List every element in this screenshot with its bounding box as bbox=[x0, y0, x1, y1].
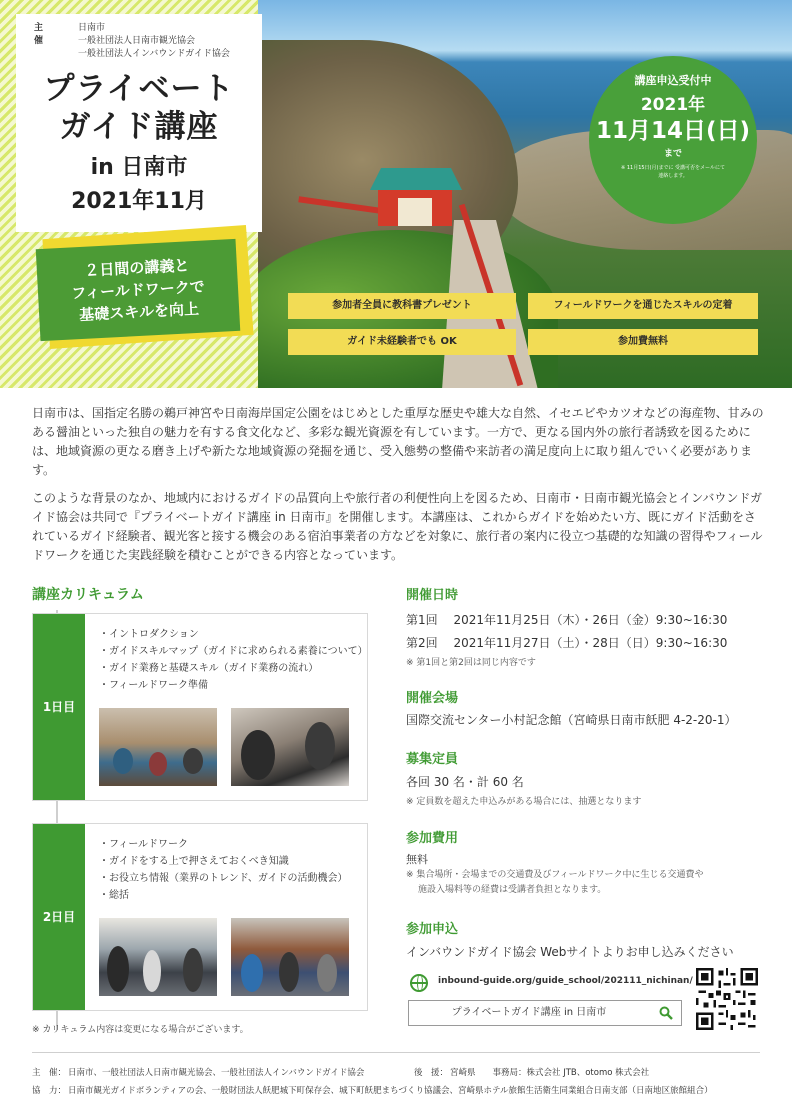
deadline-note: ※ 11月15日(月)までに 受講可否をメールにて連絡します。 bbox=[621, 165, 725, 179]
hero-section bbox=[0, 0, 792, 388]
footer-divider bbox=[32, 1052, 760, 1053]
schedule-row: 第1回 2021年11月25日（木）・26日（金）9:30~16:30 bbox=[406, 613, 728, 627]
schedule-row: 第2回 2021年11月27日（土）・28日（日）9:30~16:30 bbox=[406, 636, 728, 650]
photo-person bbox=[317, 954, 337, 992]
fee-note-line: ※ 集合場所・会場までの交通費及びフィールドワーク中に生じる交通費や bbox=[406, 870, 704, 880]
footer-label: 協 力： bbox=[32, 1086, 67, 1096]
photo-person bbox=[241, 954, 263, 992]
deadline-suffix: まで bbox=[663, 149, 682, 159]
title-line: プライベート bbox=[43, 71, 235, 107]
list-item: ・ガイドスキルマップ（ガイドに求められる素養について） bbox=[99, 646, 368, 657]
photo-shrine-door bbox=[398, 198, 432, 226]
list-item: ・ガイド業務と基礎スキル（ガイド業務の流れ） bbox=[99, 663, 319, 674]
highlight-line: フィールドワークで bbox=[70, 277, 206, 303]
day-items bbox=[99, 836, 348, 904]
subtitle-date: 2021年11月 bbox=[71, 189, 207, 214]
title-line: ガイド講座 bbox=[59, 109, 219, 145]
qr-code[interactable] bbox=[696, 968, 758, 1030]
apply-text: インバウンドガイド協会 Webサイトよりお申し込みください bbox=[406, 945, 734, 959]
lecture-photo bbox=[99, 708, 217, 786]
fee-text: 無料 bbox=[406, 853, 428, 866]
deadline-top: 講座申込受付中 bbox=[634, 74, 712, 87]
capacity-note: ※ 定員数を超えた申込みがある場合には、抽選となります bbox=[406, 797, 642, 807]
search-text: プライベートガイド講座 in 日南市 bbox=[451, 1007, 607, 1018]
fee-heading: 参加費用 bbox=[406, 831, 459, 846]
footer-value: 宮崎県 事務局：株式会社 JTB、otomo 株式会社 bbox=[450, 1068, 650, 1078]
photo-person bbox=[183, 948, 203, 992]
title-panel bbox=[16, 14, 262, 232]
day-items bbox=[99, 626, 368, 694]
subtitle-location: in 日南市 bbox=[90, 155, 188, 180]
footer-value: 日南市、一般社団法人日南市観光協会、一般社団法人インバウンドガイド協会 bbox=[68, 1068, 365, 1078]
venue-heading: 開催会場 bbox=[406, 691, 459, 706]
highlight-line: 基礎スキルを向上 bbox=[78, 299, 200, 325]
schedule-note: ※ 第1回と第2回は同じ内容です bbox=[406, 658, 536, 668]
page-title bbox=[16, 70, 262, 146]
website-url[interactable]: inbound-guide.org/guide_school/202111_nichinan/ bbox=[438, 976, 693, 986]
curriculum-day-card bbox=[32, 613, 368, 801]
deadline-badge bbox=[589, 56, 757, 224]
list-item: ・総括 bbox=[99, 890, 129, 901]
fee-note bbox=[406, 868, 704, 898]
footer-value: 日南市観光ガイドボランティアの会、一般財団法人飫肥城下町保存会、城下町飫肥まちづくり協議会、宮崎県ホテル旅館生活衛生同業組合日南支部（日南地区旅館組合） bbox=[68, 1086, 713, 1096]
highlight-box bbox=[36, 239, 241, 341]
curriculum-note: ※ カリキュラム内容は変更になる場合がございます。 bbox=[32, 1025, 249, 1035]
photo-person bbox=[149, 752, 167, 776]
capacity-heading: 募集定員 bbox=[406, 752, 459, 767]
photo-person bbox=[107, 946, 129, 992]
photo-person bbox=[305, 722, 335, 770]
photo-person bbox=[241, 730, 275, 780]
feature-pill: 参加費無料 bbox=[528, 329, 758, 355]
search-icon[interactable] bbox=[659, 1006, 673, 1020]
list-item: ・フィールドワーク bbox=[99, 839, 188, 850]
highlight-line: ２日間の講義と bbox=[83, 256, 190, 280]
day-label: 1日目 bbox=[33, 614, 85, 800]
globe-icon bbox=[410, 974, 428, 992]
curriculum-day-card bbox=[32, 823, 368, 1011]
organizer-name: 日南市 bbox=[78, 23, 106, 33]
deadline-date: 11月14日(日) bbox=[595, 118, 751, 144]
feature-pill: 参加者全員に教科書プレゼント bbox=[288, 293, 516, 319]
lecture-photo bbox=[231, 708, 349, 786]
feature-pill: フィールドワークを通じたスキルの定着 bbox=[528, 293, 758, 319]
list-item: ・フィールドワーク準備 bbox=[99, 680, 208, 691]
intro-text bbox=[32, 404, 764, 574]
organizer-label: 主催 bbox=[34, 23, 44, 46]
day-label: 2日目 bbox=[33, 824, 85, 1010]
organizer-name: 一般社団法人日南市観光協会 bbox=[78, 36, 196, 46]
deadline-year: 2021年 bbox=[640, 95, 706, 115]
footer-label: 後 援： bbox=[414, 1068, 449, 1078]
photo-person bbox=[113, 748, 133, 774]
schedule-heading: 開催日時 bbox=[406, 588, 459, 603]
photo-person bbox=[143, 950, 161, 992]
venue-text: 国際交流センター小村記念館（宮崎県日南市飫肥 4-2-20-1） bbox=[406, 713, 737, 727]
intro-paragraph: 日南市は、国指定名勝の鵜戸神宮や日南海岸国定公園をはじめとした重厚な歴史や雄大な自然、イセエビやカツオなどの海産物、甘みのある醤油といった独自の魅力を有する食文化など、多彩な観光資源を有しています。一方で、更なる国内外の旅行者誘致を図るためには、地域資源の更なる磨き上げや新たな地域資源の発掘を通じ、受入態勢の整備や来訪者の満足度向上に取り組んでいく必要があります。 bbox=[32, 406, 764, 477]
apply-heading: 参加申込 bbox=[406, 922, 459, 937]
photo-person bbox=[279, 952, 299, 992]
feature-pill: ガイド未経験者でも OK bbox=[288, 329, 516, 355]
footer-label: 主 催： bbox=[32, 1068, 67, 1078]
list-item: ・イントロダクション bbox=[99, 629, 199, 640]
organizer-name: 一般社団法人インバウンドガイド協会 bbox=[78, 49, 230, 59]
fieldwork-photo bbox=[99, 918, 217, 996]
website-link[interactable] bbox=[410, 974, 693, 994]
photo-shrine-roof bbox=[370, 168, 462, 190]
photo-person bbox=[183, 748, 203, 774]
curriculum-heading: 講座カリキュラム bbox=[32, 587, 144, 603]
fieldwork-photo bbox=[231, 918, 349, 996]
intro-paragraph: このような背景のなか、地域内におけるガイドの品質向上や旅行者の利便性向上を図るため、日南市・日南市観光協会とインバウンドガイド協会は共同で『プライベートガイド講座 in 日南市』を開催します。本講座は、これからガイドを始めたい方、既にガイド活動をされているガイド経験者、観光客と接する機会のある宿泊事業者の方などを対象に、旅行者の案内に役立つ基礎的な知識の習得やフィールドワークを通じた実践経験を積むことができる内容となっています。 bbox=[32, 491, 763, 562]
fee-note-line: 施設入場料等の経費は受講者負担となります。 bbox=[418, 885, 607, 895]
list-item: ・お役立ち情報（業界のトレンド、ガイドの活動機会） bbox=[99, 873, 348, 884]
list-item: ・ガイドをする上で押さえておくべき知識 bbox=[99, 856, 289, 867]
search-box[interactable] bbox=[408, 1000, 682, 1026]
capacity-text: 各回 30 名・計 60 名 bbox=[406, 775, 524, 789]
